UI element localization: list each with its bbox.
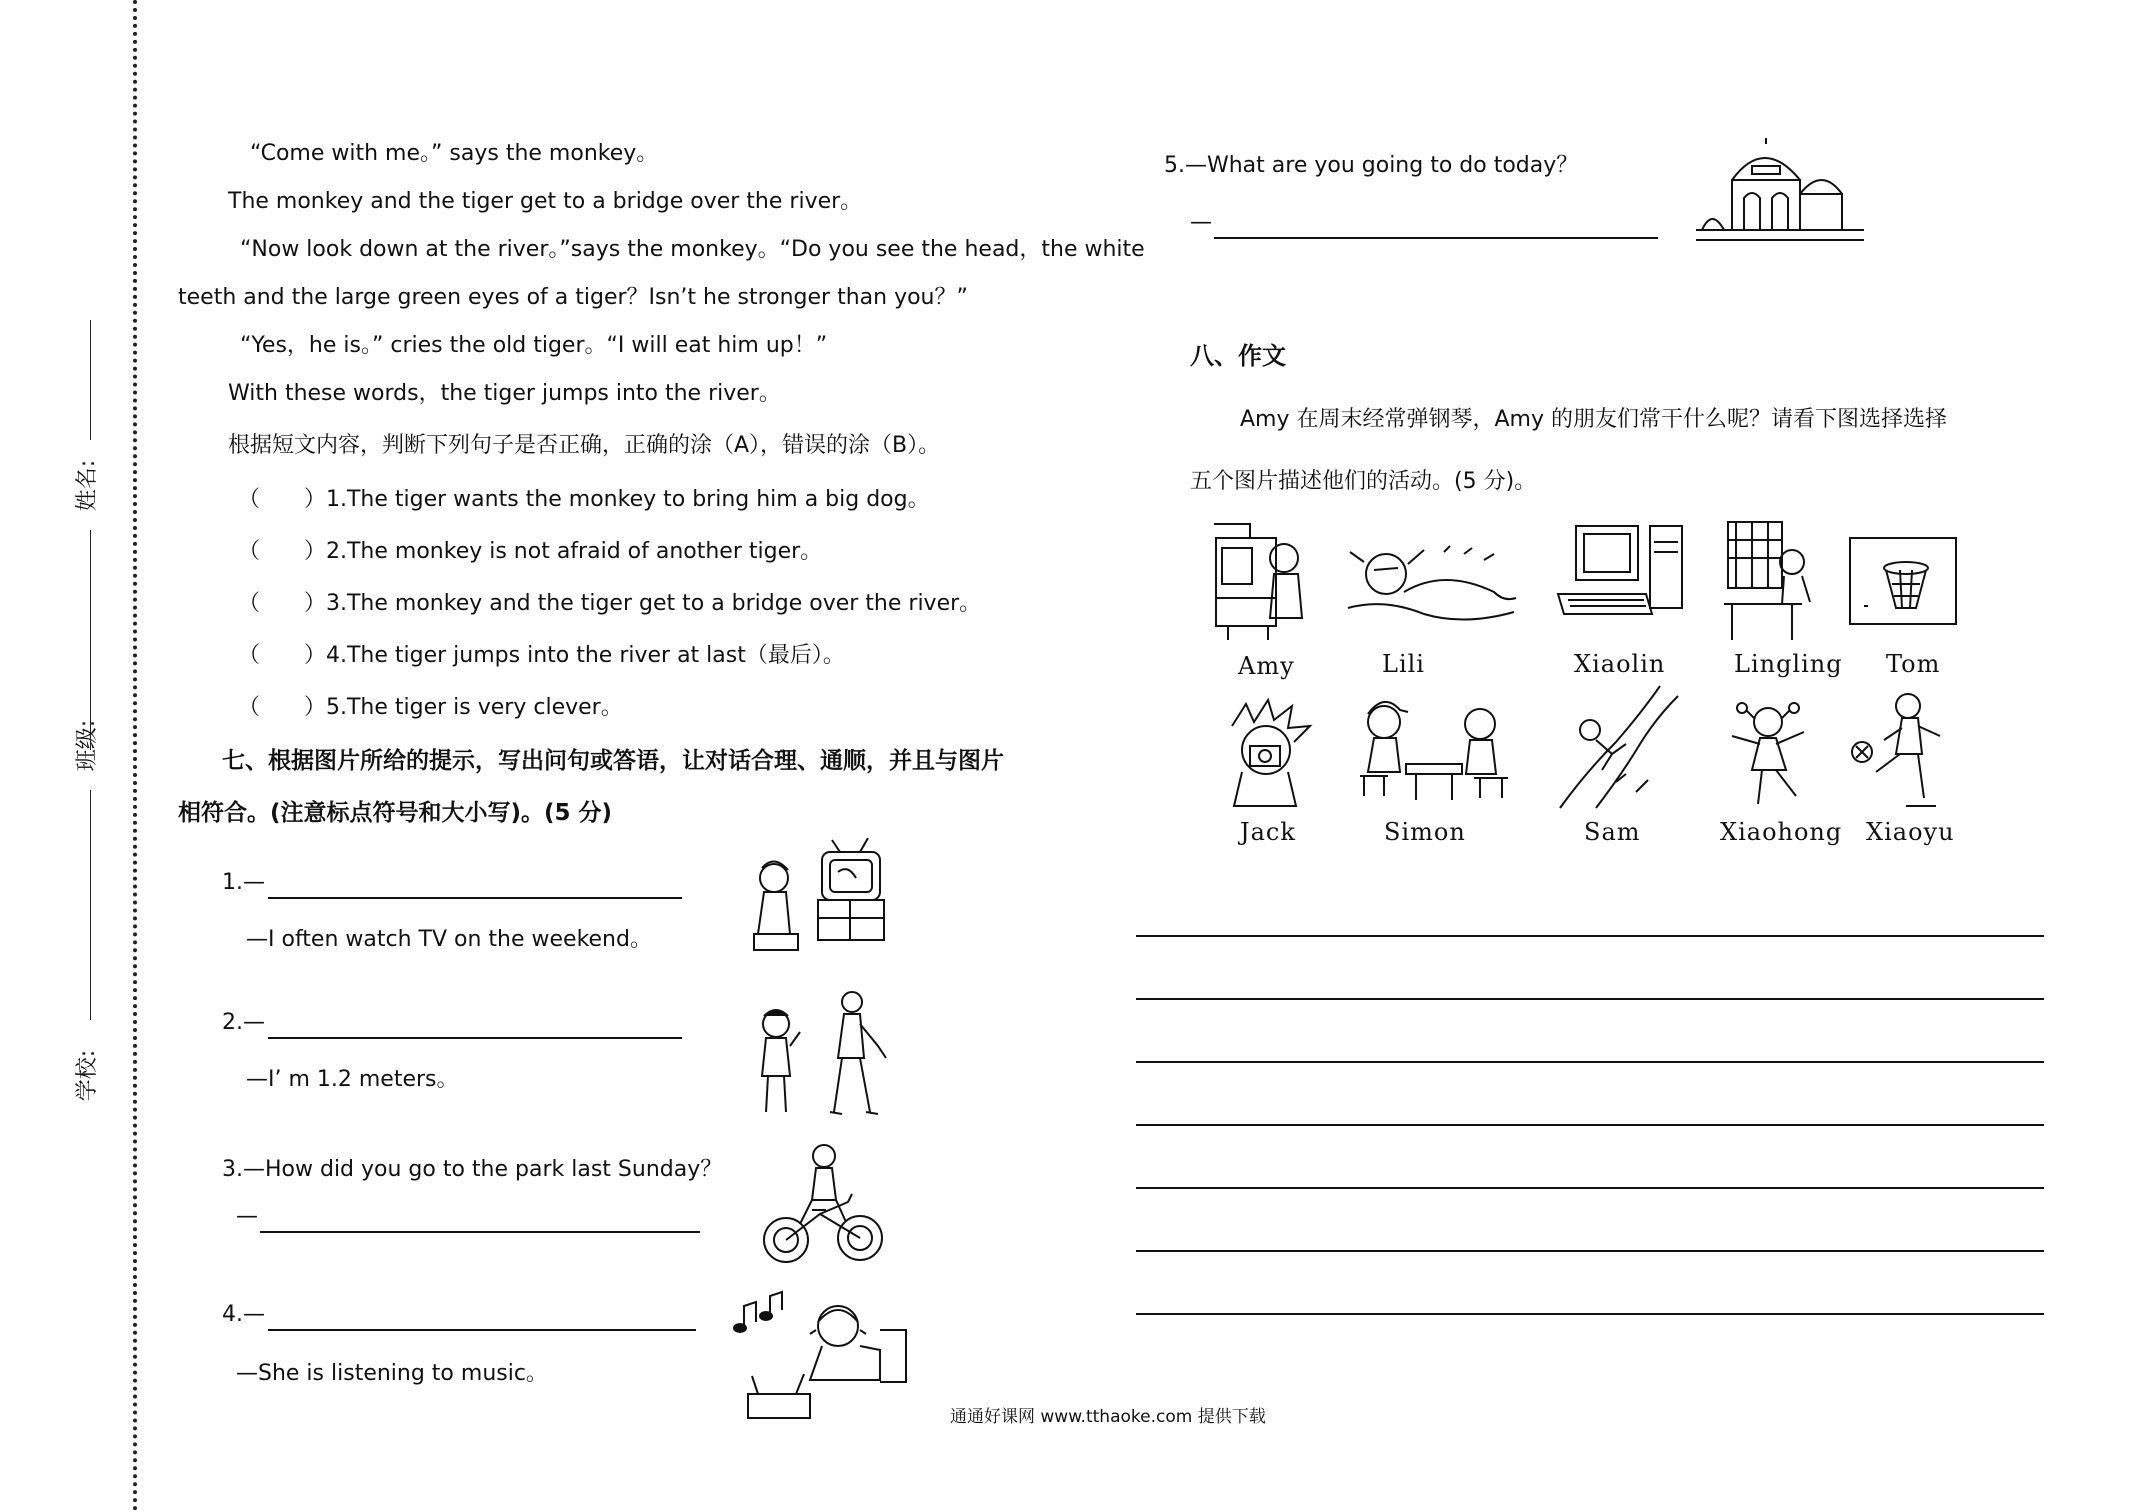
- writing-line-2[interactable]: [1136, 998, 2044, 1000]
- writing-line-1[interactable]: [1136, 935, 2044, 937]
- story-line-2: The monkey and the tiger get to a bridge over the river。: [228, 189, 863, 214]
- story-line-3: “Now look down at the river。”says the monkey。“Do you see the head，the white: [240, 237, 1145, 262]
- listening-music-picture: [730, 1290, 910, 1422]
- q2-answer: —I’ m 1.2 meters。: [246, 1067, 459, 1092]
- section7-heading-line1: 七、根据图片所给的提示，写出问句或答语，让对话合理、通顺，并且与图片: [222, 748, 1004, 774]
- judge-instruction: 根据短文内容，判断下列句子是否正确，正确的涂（A），错误的涂（B）。: [228, 433, 941, 458]
- playing-chess-icon: [1350, 692, 1518, 810]
- name-label: 姓名:: [75, 459, 101, 512]
- writing-line-5[interactable]: [1136, 1187, 2044, 1189]
- class-label: 班级:: [75, 719, 101, 772]
- riding-bike-picture: [760, 1140, 888, 1270]
- q4-prefix: 4.—: [222, 1302, 265, 1327]
- judge-item-4[interactable]: （ ）4.The tiger jumps into the river at last（最后）。: [238, 643, 845, 668]
- section7-heading-line2: 相符合。(注意标点符号和大小写)。(5 分): [178, 800, 613, 826]
- binding-dotted-line: [133, 0, 137, 1512]
- name-jack: Jack: [1240, 818, 1296, 846]
- q1-answer: —I often watch TV on the weekend。: [246, 927, 652, 952]
- q5-answer-line[interactable]: [1214, 237, 1658, 239]
- judge-item-1[interactable]: （ ）1.The tiger wants the monkey to bring him a big dog。: [238, 487, 930, 512]
- q4-answer-line[interactable]: [268, 1329, 696, 1331]
- judge-item-5[interactable]: （ ）5.The tiger is very clever。: [238, 695, 623, 720]
- piano-icon: [1210, 518, 1310, 642]
- section8-prompt-line2: 五个图片描述他们的活动。(5 分)。: [1190, 469, 1537, 494]
- name-lingling: Lingling: [1734, 650, 1843, 678]
- judge-item-3[interactable]: （ ）3.The monkey and the tiger get to a bridge over the river。: [238, 591, 982, 616]
- swimming-icon: [1344, 538, 1520, 634]
- climbing-icon: [1556, 682, 1682, 812]
- q5-prefix: —: [1190, 210, 1212, 235]
- q5-question: 5.—What are you going to do today？: [1164, 153, 1579, 178]
- story-line-1: “Come with me。” says the monkey。: [250, 141, 659, 166]
- writing-line-4[interactable]: [1136, 1124, 2044, 1126]
- q3-prefix: —: [236, 1204, 258, 1229]
- name-sam: Sam: [1584, 818, 1641, 846]
- height-question-picture: [746, 988, 906, 1122]
- story-line-4: teeth and the large green eyes of a tiger？Isn’t he stronger than you？”: [178, 285, 968, 310]
- dancing-icon: [1718, 692, 1818, 816]
- name-xiaoyu: Xiaoyu: [1866, 818, 1955, 846]
- building-picture: [1692, 136, 1868, 252]
- name-blank-line: [90, 320, 91, 440]
- q2-answer-line[interactable]: [268, 1037, 682, 1039]
- computer-icon: [1554, 522, 1694, 630]
- story-line-5: “Yes，he is。” cries the old tiger。“I will eat him up！”: [240, 333, 828, 358]
- q1-prefix: 1.—: [222, 870, 265, 895]
- name-lili: Lili: [1382, 650, 1425, 678]
- studying-icon: [1722, 518, 1822, 642]
- section8-prompt-line1: Amy 在周末经常弹钢琴，Amy 的朋友们常干什么呢？请看下图选择选择: [1240, 407, 1947, 432]
- name-xiaohong: Xiaohong: [1720, 818, 1843, 846]
- story-line-6: With these words，the tiger jumps into the river。: [228, 381, 781, 406]
- school-blank-line: [90, 790, 91, 1020]
- q4-answer: —She is listening to music。: [236, 1361, 548, 1386]
- basketball-hoop-icon: [1844, 534, 1964, 630]
- class-blank-line: [90, 530, 91, 750]
- footer-credit: 通通好课网 www.tthaoke.com 提供下载: [950, 1407, 1266, 1427]
- writing-line-6[interactable]: [1136, 1250, 2044, 1252]
- playing-football-icon: [1846, 688, 1956, 812]
- section8-heading: 八、作文: [1190, 342, 1286, 370]
- q2-prefix: 2.—: [222, 1010, 265, 1035]
- school-label: 学校:: [75, 1049, 101, 1102]
- taking-photo-icon: [1212, 696, 1322, 816]
- name-amy: Amy: [1238, 652, 1295, 680]
- writing-line-7[interactable]: [1136, 1313, 2044, 1315]
- q3-question: 3.—How did you go to the park last Sunday？: [222, 1157, 723, 1182]
- name-simon: Simon: [1384, 818, 1466, 846]
- name-xiaolin: Xiaolin: [1574, 650, 1666, 678]
- q1-answer-line[interactable]: [268, 897, 682, 899]
- writing-line-3[interactable]: [1136, 1061, 2044, 1063]
- watching-tv-picture: [744, 838, 894, 968]
- judge-item-2[interactable]: （ ）2.The monkey is not afraid of another tiger。: [238, 539, 823, 564]
- name-tom: Tom: [1886, 650, 1941, 678]
- q3-answer-line[interactable]: [260, 1231, 700, 1233]
